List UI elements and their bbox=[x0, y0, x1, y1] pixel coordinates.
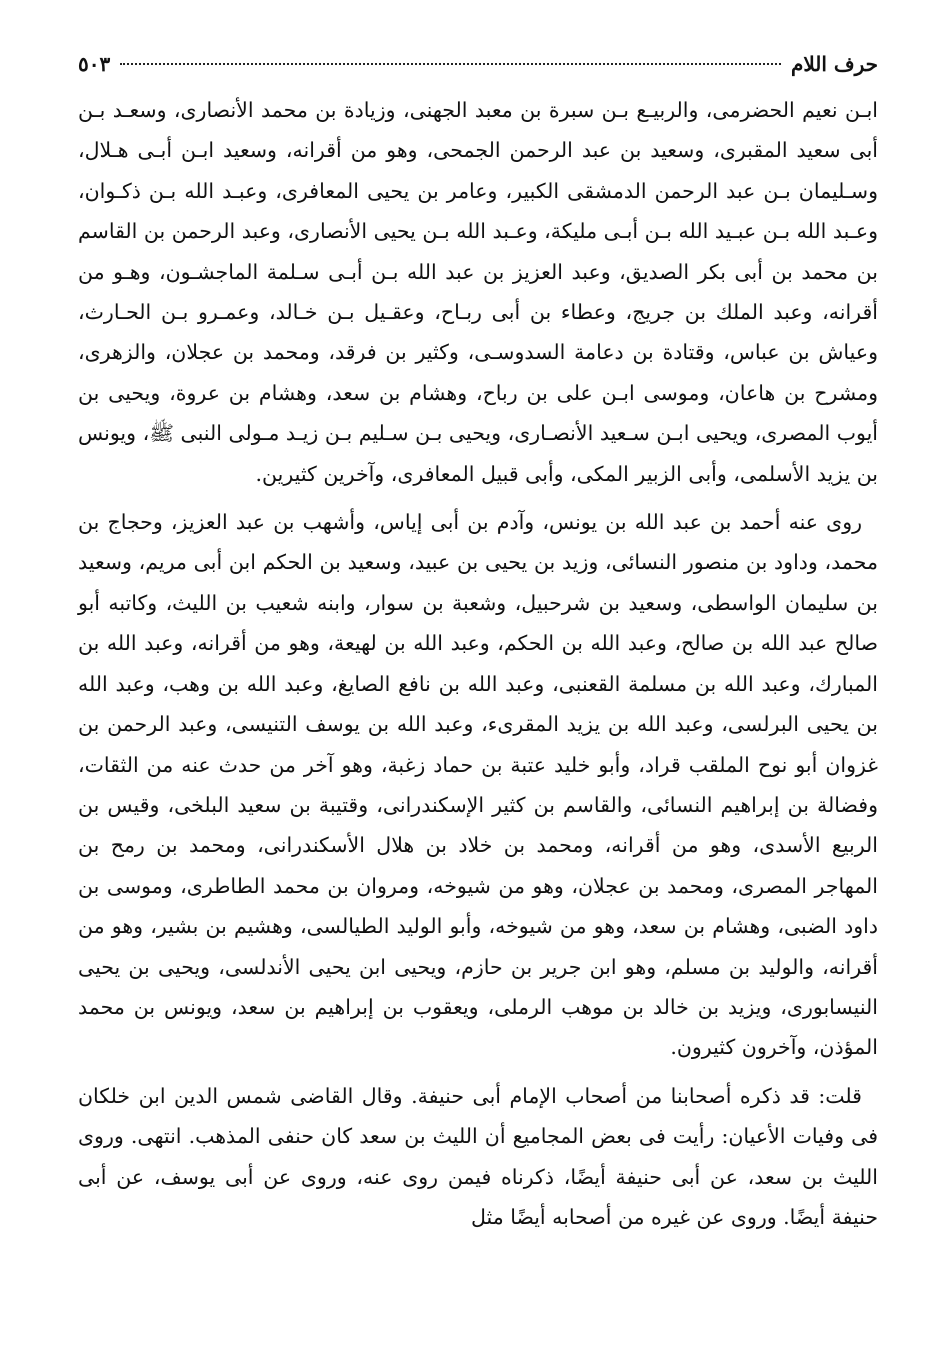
paragraph-note: قلت: قد ذكره أصحابنا من أصحاب الإمام أبى حنيفة. وقال القاضى شمس الدين ابن خلكان فى وفيات الأعيان: رأيت فى بعض المجاميع أن الليث بن سعد كان حنفى المذهب. انتهى. وروى الليث بن سعد، عن أبى حنيفة أيضًا، ذكرناه فيمن روى عنه، وروى عن أبى يوسف، عن أبى حنيفة أيضًا. وروى عن غيره من أصحابه أيضًا مثل bbox=[78, 1083, 878, 1229]
running-header bbox=[78, 52, 878, 90]
book-page bbox=[78, 52, 878, 1352]
header-dotted-leader bbox=[120, 63, 781, 65]
chapter-title: حرف اللام bbox=[790, 52, 878, 76]
paragraph-teachers: ابـن نعيم الحضرمى، والربيـع بـن سبرة بن معبد الجهنى، وزيادة بن محمد الأنصارى، وسعـد بـن أبى سعيد المقبرى، وسعيد بن عبد الرحمن الجمحى، وهو من أقرانه، وسعيد ابـن أبـى هـلال، وسـليمان بـن عبد الرحمن الدمشقى الكبير، وعامر بن يحيى المعافرى، وعبـد الله بـن ذكـوان، وعـبد الله بـن عبـيد الله بـن أبـى مليكة، وعـبد الله بـن يحيى الأنصارى، وعبد الرحمن بن القاسم بن محمد بن أبى بكر الصديق، وعبد العزيز بن عبد الله بـن أبـى سـلمة الماجشـون، وهـو من أقرانه، وعبد الملك بن جريج، وعطاء بن أبى ربـاح، وعقـيل بـن خـالد، وعمـرو بـن الحـارث، وعياش بن عباس، وقتادة بن دعامة السدوسـى، وكثير بن فرقد، ومحمد بن عجلان، والزهرى، ومشرح بن هاعان، وموسى ابـن على بن رباح، وهشام بن سعد، وهشام بن عروة، ويحيى بن أيوب المصرى، ويحيى ابـن سـعيد الأنصـارى، ويحيى بـن سـليم بـن زيـد مـولى النبى ﷺ، ويونس بن يزيد الأسلمى، وأبى الزبير المكى، وأبى قبيل المعافرى، وآخرين كثيرين. bbox=[78, 98, 878, 486]
paragraph-students: روى عنه أحمد بن عبد الله بن يونس، وآدم بن أبى إياس، وأشهب بن عبد العزيز، وحجاج بن محمد، وداود بن منصور النسائى، وزيد بن يحيى بن عبيد، وسعيد بن الحكم ابن أبى مريم، وسعيد بن سليمان الواسطى، وسعيد بن شرحبيل، وشعبة بن سوار، وابنه شعيب بن الليث، وكاتبه أبو صالح عبد الله بن صالح، وعبد الله بن الحكم، وعبد الله بن لهيعة، وهو من أقرانه، وعبد الله بن المبارك، وعبد الله بن مسلمة القعنبى، وعبد الله بن نافع الصايغ، وعبد الله بن وهب، وعبد الله بن يحيى البرلسى، وعبد الله بن يزيد المقرىء، وعبد الله بن يوسف التنيسى، وعبد الرحمن بن غزوان أبو نوح الملقب قراد، وأبو خليد عتبة بن حماد زغبة، وهو آخر من حدث عنه من الثقات، وفضالة بن إبراهيم النسائى، والقاسم بن كثير الإسكندرانى، وقتيبة بن سعيد البلخى، وقيس بن الربيع الأسدى، وهو من أقرانه، ومحمد بن خلاد بن هلال الأسكندرانى، ومحمد بن رمح بن المهاجر المصرى، ومحمد بن عجلان، وهو من شيوخه، ومروان بن محمد الطاطرى، وموسى بن داود الضبى، وهشام بن سعد، وهو من شيوخه، وأبو الوليد الطيالسى، وهشيم بن بشير، وهو من أقرانه، والوليد بن مسلم، وهو ابن جرير بن حازم، ويحيى ابن يحيى الأندلسى، ويحيى بن يحيى النيسابورى، ويزيد بن خالد بن موهب الرملى، ويعقوب بن إبراهيم بن سعد، ويونس بن محمد المؤذن، وآخرون كثيرون. bbox=[78, 510, 878, 1060]
page-number: ٥٠٣ bbox=[78, 52, 111, 76]
